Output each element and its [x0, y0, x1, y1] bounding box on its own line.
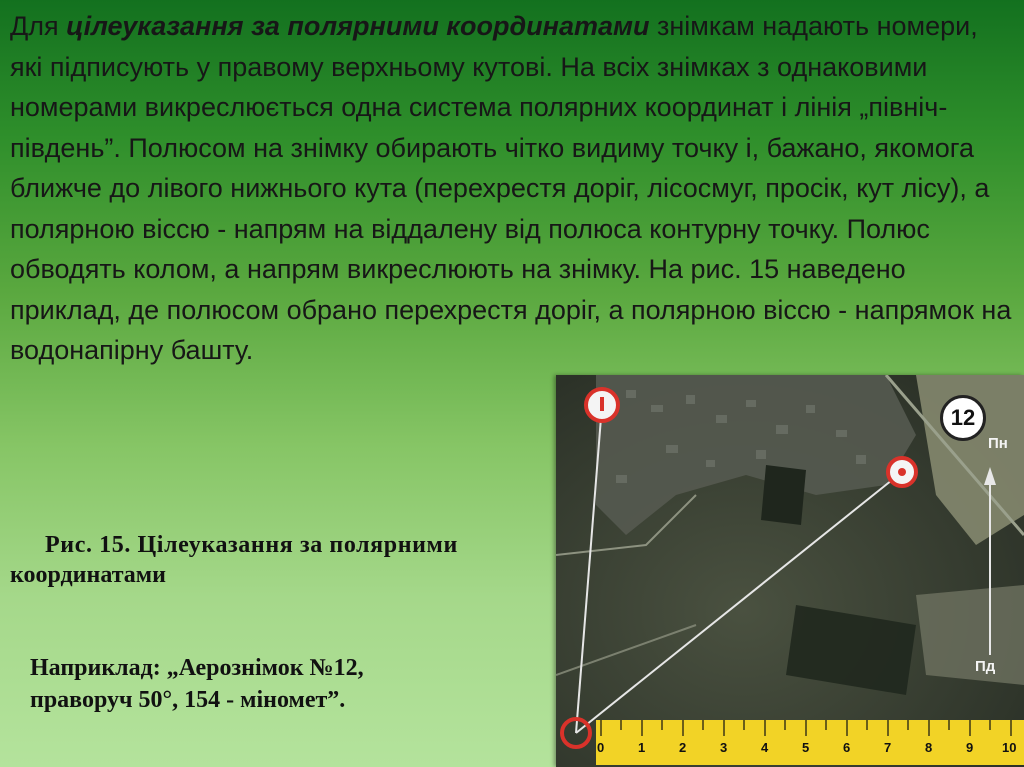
- body-emphasis: цілеуказання за полярними координатами: [66, 11, 650, 41]
- tower-symbol-icon: [600, 397, 604, 411]
- example-text: [30, 652, 510, 716]
- body-rest: знімкам надають номери, які підписують у правому верхньому кутові. На всіх знімках з однаковими номерами викреслюється одна система полярних координат і лінія „північ-південь”. Полюсом на знімку обирають чітко видиму точку і, бажано, якомога ближче до лівого нижнього кута (перехрестя доріг, лісосмуг, просік, кут лісу), а полярною віссю - напрям на віддалену від полюса контурну точку. Полюс обводять колом, а напрям викреслюють на знімку. На рис. 15 наведено приклад, де полюсом обрано перехрестя доріг, а полярною віссю - напрямок на водонапірну башту.: [10, 11, 1012, 365]
- ruler-number: 2: [679, 740, 687, 755]
- ruler-number: 6: [843, 740, 851, 755]
- south-label: Пд: [975, 658, 996, 675]
- forest-patch: [761, 465, 806, 525]
- photo-number-badge: 12: [940, 395, 986, 441]
- bright-field: [916, 585, 1024, 685]
- body-paragraph: [10, 6, 1015, 371]
- example-line-1: Наприклад: „Аерознімок №12,: [30, 655, 364, 681]
- ruler-ticks: [596, 720, 1024, 765]
- ruler-number: 8: [925, 740, 933, 755]
- example-line-2: праворуч 50°, 154 - міномет”.: [30, 687, 346, 713]
- north-label: Пн: [988, 435, 1008, 452]
- ruler-number: 9: [966, 740, 974, 755]
- scale-ruler: [596, 720, 1024, 765]
- ruler-number: 4: [761, 740, 769, 755]
- body-intro: Для: [10, 11, 67, 41]
- caption-line-2: координатами: [10, 562, 166, 588]
- target-center-icon: [898, 468, 906, 476]
- ruler-number: 5: [802, 740, 810, 755]
- ruler-number: 10: [1002, 740, 1017, 755]
- caption-line-1: Рис. 15. Цілеуказання за полярними: [45, 532, 458, 558]
- aerial-photo: [556, 375, 1024, 767]
- ruler-number: 0: [597, 740, 605, 755]
- ruler-number: 3: [720, 740, 728, 755]
- ruler-number: 7: [884, 740, 892, 755]
- figure-caption: [10, 530, 530, 590]
- ruler-number: 1: [638, 740, 646, 755]
